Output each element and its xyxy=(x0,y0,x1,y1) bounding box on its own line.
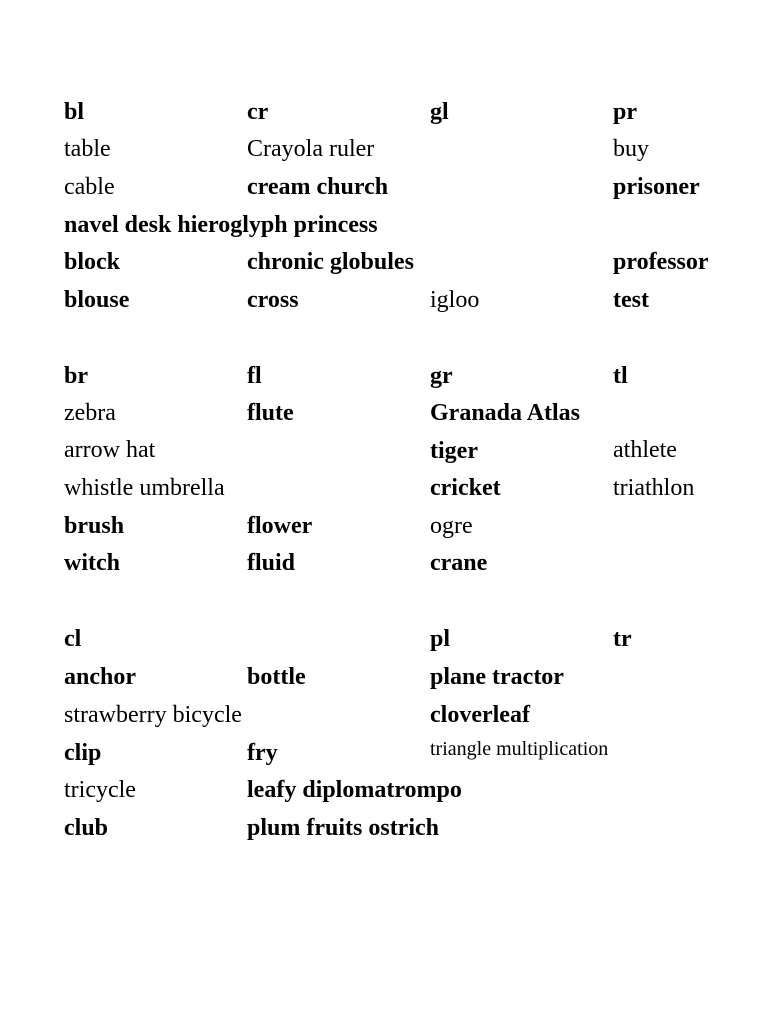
word: cross xyxy=(247,287,299,313)
word: chronic globules xyxy=(247,249,414,275)
word: plane tractor xyxy=(430,664,564,690)
word: anchor xyxy=(64,664,136,690)
word: club xyxy=(64,815,109,841)
word: ogre xyxy=(430,513,473,539)
word: clip xyxy=(64,740,102,766)
word: whistle umbrella xyxy=(64,475,225,501)
word: professor xyxy=(613,249,709,275)
header-br: br xyxy=(64,363,88,389)
header-tr: tr xyxy=(613,626,632,652)
header-cr: cr xyxy=(247,99,269,125)
word: cream church xyxy=(247,174,389,200)
word: flute xyxy=(247,400,294,426)
word: strawberry bicycle xyxy=(64,702,242,728)
word: prisoner xyxy=(613,174,700,200)
word: Crayola ruler xyxy=(247,136,375,162)
header-pr: pr xyxy=(613,99,637,125)
word: fry xyxy=(247,740,278,766)
word: cloverleaf xyxy=(430,702,530,728)
word: triathlon xyxy=(613,475,695,501)
header-cl: cl xyxy=(64,626,82,652)
header-fl: fl xyxy=(247,363,262,389)
header-tl: tl xyxy=(613,363,628,389)
word: bottle xyxy=(247,664,306,690)
word: triangle multiplication xyxy=(430,738,609,760)
header-gr: gr xyxy=(430,363,453,389)
word: cricket xyxy=(430,475,501,501)
word: crane xyxy=(430,550,488,576)
word: athlete xyxy=(613,437,677,463)
header-bl: bl xyxy=(64,99,85,125)
word: tricycle xyxy=(64,777,136,803)
word: leafy diplomatrompo xyxy=(247,777,462,803)
word: block xyxy=(64,249,121,275)
word: zebra xyxy=(64,400,116,426)
header-gl: gl xyxy=(430,99,449,125)
word: arrow hat xyxy=(64,437,156,463)
word: fluid xyxy=(247,550,296,576)
word: flower xyxy=(247,513,313,539)
header-pl: pl xyxy=(430,626,451,652)
word: test xyxy=(613,287,649,313)
word: Granada Atlas xyxy=(430,400,581,426)
word: navel desk hieroglyph princess xyxy=(64,212,378,238)
word: buy xyxy=(613,136,649,162)
word: plum fruits ostrich xyxy=(247,815,439,841)
word: cable xyxy=(64,174,115,200)
word: igloo xyxy=(430,287,480,313)
word: tiger xyxy=(430,438,478,464)
word: witch xyxy=(64,550,120,576)
word: brush xyxy=(64,513,125,539)
word: blouse xyxy=(64,287,130,313)
word: table xyxy=(64,136,111,162)
